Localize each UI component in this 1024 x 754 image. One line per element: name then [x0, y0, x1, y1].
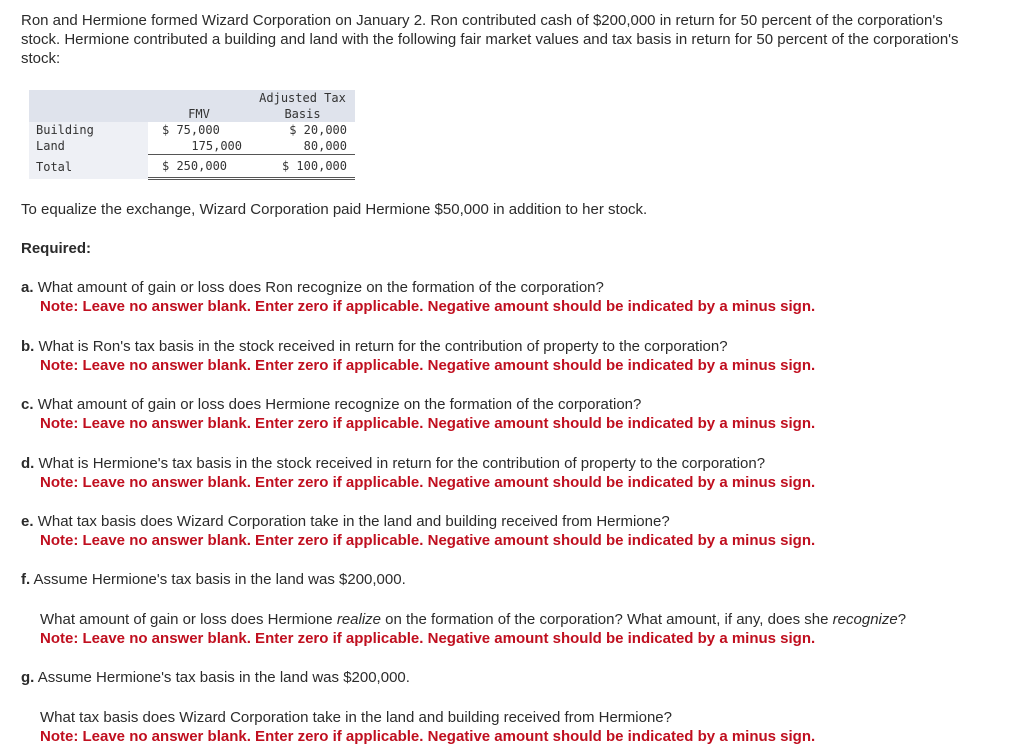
table-header-blank: [29, 90, 148, 122]
basis-value: $ 20,000: [250, 122, 355, 138]
row-label: Land: [29, 138, 148, 155]
question-e: [21, 512, 1001, 550]
sub-text-part: on the formation of the corporation? What amount, if any, does she: [381, 611, 833, 628]
table-row-total: [29, 155, 355, 179]
question-g-sub: [21, 708, 1001, 746]
question-g: [21, 668, 1001, 687]
question-label: g.: [21, 669, 35, 686]
question-label: c.: [21, 396, 34, 413]
row-label: Building: [29, 122, 148, 138]
sub-text-emphasis: recognize: [832, 611, 898, 628]
sub-text-part: ?: [897, 611, 907, 628]
problem-intro: Ron and Hermione formed Wizard Corporation on January 2. Ron contributed cash of $200,000 in return for 50 percent of the corporation's stock. Hermione contributed a building and land with the following fair market values and tax basis in return for 50 percent of the corporation's stock:: [21, 12, 959, 67]
row-label: Total: [29, 155, 148, 179]
question-subtext: [21, 610, 1001, 629]
question-text: Assume Hermione's tax basis in the land was $200,000.: [33, 571, 406, 588]
basis-header-line1: Adjusted Tax: [259, 91, 346, 105]
fmv-header: FMV: [148, 90, 250, 122]
question-subtext: What tax basis does Wizard Corporation take in the land and building received from Hermione?: [40, 709, 672, 726]
answer-note: Note: Leave no answer blank. Enter zero if applicable. Negative amount should be indicated by a minus sign.: [40, 728, 816, 745]
basis-header-line2: Basis: [284, 107, 321, 121]
question-f-sub: [21, 610, 1001, 648]
question-text: What amount of gain or loss does Ron recognize on the formation of the corporation?: [37, 279, 604, 296]
answer-note: Note: Leave no answer blank. Enter zero if applicable. Negative amount should be indicated by a minus sign.: [40, 415, 816, 432]
question-label: e.: [21, 513, 34, 530]
answer-note: Note: Leave no answer blank. Enter zero if applicable. Negative amount should be indicated by a minus sign.: [40, 532, 816, 549]
question-label: d.: [21, 455, 35, 472]
question-text: What is Hermione's tax basis in the stock received in return for the contribution of property to the corporation?: [38, 455, 766, 472]
question-label: f.: [21, 571, 31, 588]
question-label: a.: [21, 279, 34, 296]
question-c: [21, 395, 1001, 433]
question-text: What tax basis does Wizard Corporation take in the land and building received from Hermione?: [37, 513, 670, 530]
answer-note: Note: Leave no answer blank. Enter zero if applicable. Negative amount should be indicated by a minus sign.: [40, 474, 816, 491]
question-text: What amount of gain or loss does Hermione recognize on the formation of the corporation?: [37, 396, 642, 413]
question-label: b.: [21, 338, 35, 355]
question-text: What is Ron's tax basis in the stock received in return for the contribution of property to the corporation?: [38, 338, 728, 355]
question-f: [21, 570, 1001, 589]
answer-note: Note: Leave no answer blank. Enter zero if applicable. Negative amount should be indicated by a minus sign.: [40, 630, 816, 647]
table-row: [29, 122, 355, 138]
required-heading: Required:: [21, 240, 92, 257]
fmv-value: $ 250,000: [148, 155, 250, 179]
question-b: [21, 337, 1001, 375]
answer-note: Note: Leave no answer blank. Enter zero if applicable. Negative amount should be indicated by a minus sign.: [40, 357, 816, 374]
basis-header: [250, 90, 355, 122]
basis-value: 80,000: [250, 138, 355, 155]
table-row: [29, 138, 355, 155]
fmv-value: 175,000: [148, 138, 250, 155]
sub-text-part: What amount of gain or loss does Hermione: [40, 611, 337, 628]
property-table: [29, 90, 355, 180]
table-header-row: [29, 90, 355, 122]
equalize-text: To equalize the exchange, Wizard Corporation paid Hermione $50,000 in addition to her stock.: [21, 201, 648, 218]
fmv-value: $ 75,000: [148, 122, 250, 138]
question-a: [21, 278, 1001, 316]
question-d: [21, 454, 1001, 492]
answer-note: Note: Leave no answer blank. Enter zero if applicable. Negative amount should be indicated by a minus sign.: [40, 298, 816, 315]
question-text: Assume Hermione's tax basis in the land was $200,000.: [37, 669, 410, 686]
sub-text-emphasis: realize: [336, 611, 382, 628]
basis-value: $ 100,000: [250, 155, 355, 179]
